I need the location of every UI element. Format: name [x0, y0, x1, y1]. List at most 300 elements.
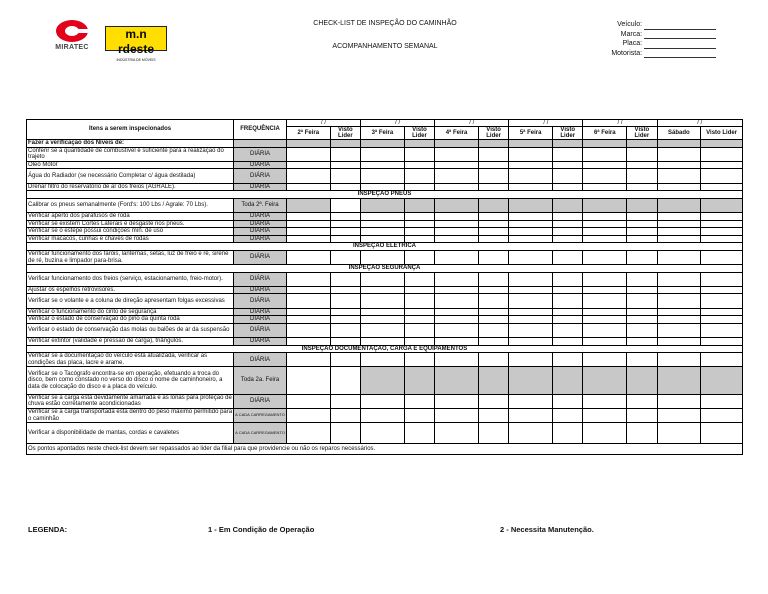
check-cell[interactable]: [552, 294, 582, 308]
check-cell[interactable]: [701, 308, 743, 316]
check-cell[interactable]: [509, 220, 553, 228]
check-cell[interactable]: [478, 169, 508, 183]
check-cell[interactable]: [330, 323, 360, 337]
check-cell[interactable]: [509, 408, 553, 422]
check-cell[interactable]: [404, 316, 434, 324]
check-cell[interactable]: [435, 147, 479, 161]
check-cell[interactable]: [583, 147, 627, 161]
check-cell[interactable]: [478, 294, 508, 308]
check-cell[interactable]: [657, 235, 701, 243]
check-cell[interactable]: [701, 220, 743, 228]
check-cell[interactable]: [435, 323, 479, 337]
check-cell[interactable]: [435, 235, 479, 243]
check-cell[interactable]: [478, 183, 508, 191]
check-cell[interactable]: [361, 161, 405, 169]
document-title: CHECK-LIST DE INSPEÇÃO DO CAMINHÃO: [313, 20, 457, 27]
check-cell[interactable]: [509, 235, 553, 243]
check-cell[interactable]: [657, 423, 701, 444]
check-cell[interactable]: [509, 353, 553, 367]
check-cell[interactable]: [583, 408, 627, 422]
check-cell[interactable]: [701, 408, 743, 422]
check-cell[interactable]: [286, 323, 330, 337]
check-cell[interactable]: [701, 394, 743, 408]
check-cell[interactable]: [701, 169, 743, 183]
check-cell[interactable]: [657, 212, 701, 220]
check-cell[interactable]: [435, 338, 479, 346]
check-cell[interactable]: [435, 228, 479, 236]
check-cell[interactable]: [627, 316, 657, 324]
check-cell[interactable]: [627, 228, 657, 236]
check-cell[interactable]: [552, 408, 582, 422]
check-cell[interactable]: [583, 198, 627, 212]
check-cell[interactable]: [583, 220, 627, 228]
item-description: Verificar aperto dos parafusos de roda: [27, 212, 234, 220]
check-cell[interactable]: [552, 228, 582, 236]
check-cell[interactable]: [701, 198, 743, 212]
check-cell[interactable]: [330, 235, 360, 243]
check-cell[interactable]: [404, 235, 434, 243]
visto-lider-header: Visto Lider: [552, 127, 582, 140]
check-cell[interactable]: [583, 423, 627, 444]
check-cell[interactable]: [509, 308, 553, 316]
check-cell[interactable]: [478, 323, 508, 337]
check-cell[interactable]: [361, 286, 405, 294]
check-cell[interactable]: [361, 394, 405, 408]
check-cell[interactable]: [435, 272, 479, 286]
date-field[interactable]: / /: [583, 120, 657, 127]
check-cell[interactable]: [552, 220, 582, 228]
check-cell[interactable]: [583, 183, 627, 191]
check-cell[interactable]: [478, 161, 508, 169]
check-cell[interactable]: [435, 169, 479, 183]
check-cell[interactable]: [657, 228, 701, 236]
frequency-cell: DIÁRIA: [234, 183, 287, 191]
check-cell[interactable]: [509, 161, 553, 169]
check-cell[interactable]: [552, 394, 582, 408]
check-cell[interactable]: [627, 198, 657, 212]
check-cell[interactable]: [509, 228, 553, 236]
check-cell[interactable]: [657, 169, 701, 183]
check-cell[interactable]: [552, 198, 582, 212]
table-row: [27, 272, 743, 286]
check-cell[interactable]: [509, 316, 553, 324]
check-cell[interactable]: [286, 169, 330, 183]
check-cell[interactable]: [478, 286, 508, 294]
check-cell[interactable]: [701, 228, 743, 236]
check-cell[interactable]: [478, 338, 508, 346]
check-cell[interactable]: [330, 250, 360, 264]
check-cell[interactable]: [583, 323, 627, 337]
day-header: 4ª Feira: [435, 127, 479, 140]
date-field[interactable]: / /: [286, 120, 360, 127]
check-cell[interactable]: [583, 169, 627, 183]
check-cell[interactable]: [286, 198, 330, 212]
check-cell[interactable]: [404, 408, 434, 422]
check-cell[interactable]: [361, 308, 405, 316]
check-cell[interactable]: [509, 272, 553, 286]
check-cell[interactable]: [552, 316, 582, 324]
check-cell[interactable]: [552, 250, 582, 264]
item-description: Ajustar os espelhos retrovisores.: [27, 286, 234, 294]
check-cell[interactable]: [330, 169, 360, 183]
check-cell[interactable]: [657, 250, 701, 264]
date-field[interactable]: / /: [509, 120, 583, 127]
check-cell[interactable]: [701, 147, 743, 161]
check-cell[interactable]: [286, 408, 330, 422]
check-cell[interactable]: [583, 286, 627, 294]
frequency-cell: DIÁRIA: [234, 212, 287, 220]
check-cell[interactable]: [404, 169, 434, 183]
check-cell[interactable]: [627, 286, 657, 294]
check-cell[interactable]: [478, 408, 508, 422]
check-cell[interactable]: [361, 353, 405, 367]
check-cell[interactable]: [404, 228, 434, 236]
check-cell[interactable]: [286, 286, 330, 294]
check-cell[interactable]: [404, 161, 434, 169]
check-cell[interactable]: [330, 147, 360, 161]
check-cell[interactable]: [509, 323, 553, 337]
check-cell[interactable]: [361, 198, 405, 212]
check-cell[interactable]: [330, 183, 360, 191]
check-cell[interactable]: [552, 423, 582, 444]
check-cell[interactable]: [627, 212, 657, 220]
check-cell[interactable]: [361, 294, 405, 308]
item-description: Verificar extintor (validade e pressão de carga), triângulos.: [27, 338, 234, 346]
plate-field[interactable]: [611, 39, 716, 49]
check-cell[interactable]: [552, 169, 582, 183]
check-cell[interactable]: [552, 212, 582, 220]
check-cell[interactable]: [361, 183, 405, 191]
check-cell[interactable]: [627, 220, 657, 228]
check-cell[interactable]: [361, 408, 405, 422]
check-cell[interactable]: [701, 161, 743, 169]
check-cell[interactable]: [361, 272, 405, 286]
check-cell[interactable]: [657, 367, 701, 394]
check-cell[interactable]: [435, 250, 479, 264]
check-cell[interactable]: [404, 294, 434, 308]
check-cell[interactable]: [552, 353, 582, 367]
date-field[interactable]: / /: [657, 120, 742, 127]
check-cell[interactable]: [552, 272, 582, 286]
table-row: [27, 316, 743, 324]
check-cell[interactable]: [435, 394, 479, 408]
check-cell[interactable]: [435, 308, 479, 316]
check-cell[interactable]: [478, 212, 508, 220]
check-cell[interactable]: [657, 294, 701, 308]
table-row: [27, 250, 743, 264]
check-cell[interactable]: [361, 367, 405, 394]
check-cell[interactable]: [404, 147, 434, 161]
day-header: 5ª Feira: [509, 127, 553, 140]
check-cell[interactable]: [404, 308, 434, 316]
check-cell[interactable]: [627, 294, 657, 308]
check-cell[interactable]: [435, 316, 479, 324]
check-cell[interactable]: [361, 323, 405, 337]
check-cell[interactable]: [478, 423, 508, 444]
check-cell[interactable]: [286, 250, 330, 264]
check-cell[interactable]: [509, 394, 553, 408]
check-cell[interactable]: [478, 316, 508, 324]
check-cell[interactable]: [478, 272, 508, 286]
check-cell[interactable]: [404, 220, 434, 228]
check-cell[interactable]: [404, 338, 434, 346]
check-cell[interactable]: [701, 286, 743, 294]
check-cell[interactable]: [552, 308, 582, 316]
frequency-cell: DIÁRIA: [234, 323, 287, 337]
frequency-cell: DIÁRIA: [234, 353, 287, 367]
check-cell[interactable]: [627, 367, 657, 394]
check-cell[interactable]: [657, 353, 701, 367]
check-cell[interactable]: [552, 286, 582, 294]
check-cell[interactable]: [657, 323, 701, 337]
check-cell[interactable]: [627, 235, 657, 243]
check-cell[interactable]: [583, 367, 627, 394]
miratec-logo-text: MIRATEC: [55, 44, 89, 51]
check-cell[interactable]: [657, 147, 701, 161]
plate-field-label: Placa:: [622, 40, 643, 47]
check-cell[interactable]: [435, 161, 479, 169]
check-cell[interactable]: [404, 394, 434, 408]
check-cell[interactable]: [286, 338, 330, 346]
table-row: [27, 161, 743, 169]
check-cell[interactable]: [701, 423, 743, 444]
frequency-cell: Toda 2a. Feira: [234, 367, 287, 394]
check-cell[interactable]: [478, 220, 508, 228]
check-cell[interactable]: [478, 235, 508, 243]
check-cell[interactable]: [286, 183, 330, 191]
check-cell[interactable]: [509, 183, 553, 191]
check-cell[interactable]: [435, 353, 479, 367]
check-cell[interactable]: [478, 367, 508, 394]
check-cell[interactable]: [286, 316, 330, 324]
check-cell[interactable]: [583, 353, 627, 367]
check-cell[interactable]: [701, 338, 743, 346]
check-cell[interactable]: [286, 353, 330, 367]
check-cell[interactable]: [286, 423, 330, 444]
check-cell[interactable]: [509, 212, 553, 220]
check-cell[interactable]: [552, 183, 582, 191]
check-cell[interactable]: [552, 147, 582, 161]
check-cell[interactable]: [657, 394, 701, 408]
check-cell[interactable]: [701, 250, 743, 264]
check-cell[interactable]: [657, 286, 701, 294]
check-cell[interactable]: [627, 323, 657, 337]
check-cell[interactable]: [435, 183, 479, 191]
check-cell[interactable]: [404, 286, 434, 294]
check-cell[interactable]: [657, 308, 701, 316]
check-cell[interactable]: [286, 294, 330, 308]
check-cell[interactable]: [657, 161, 701, 169]
check-cell[interactable]: [330, 338, 360, 346]
check-cell[interactable]: [286, 272, 330, 286]
check-cell[interactable]: [404, 423, 434, 444]
check-cell[interactable]: [509, 367, 553, 394]
check-cell[interactable]: [286, 235, 330, 243]
check-cell[interactable]: [552, 161, 582, 169]
check-cell[interactable]: [478, 308, 508, 316]
check-cell[interactable]: [701, 212, 743, 220]
check-cell[interactable]: [552, 338, 582, 346]
check-cell[interactable]: [361, 228, 405, 236]
check-cell[interactable]: [509, 198, 553, 212]
check-cell[interactable]: [657, 220, 701, 228]
check-cell[interactable]: [657, 198, 701, 212]
check-cell[interactable]: [509, 147, 553, 161]
check-cell[interactable]: [701, 353, 743, 367]
check-cell[interactable]: [435, 408, 479, 422]
check-cell[interactable]: [509, 286, 553, 294]
check-cell[interactable]: [583, 316, 627, 324]
check-cell[interactable]: [478, 198, 508, 212]
vehicle-field[interactable]: [611, 20, 716, 30]
check-cell[interactable]: [404, 367, 434, 394]
check-cell[interactable]: [404, 353, 434, 367]
check-cell[interactable]: [286, 367, 330, 394]
check-cell[interactable]: [435, 286, 479, 294]
check-cell[interactable]: [627, 308, 657, 316]
check-cell[interactable]: [583, 228, 627, 236]
check-cell[interactable]: [627, 394, 657, 408]
check-cell[interactable]: [435, 423, 479, 444]
check-cell[interactable]: [509, 423, 553, 444]
check-cell[interactable]: [404, 250, 434, 264]
frequency-cell: DIÁRIA: [234, 294, 287, 308]
date-field[interactable]: / /: [435, 120, 509, 127]
check-cell[interactable]: [330, 316, 360, 324]
date-field[interactable]: / /: [361, 120, 435, 127]
check-cell[interactable]: [552, 323, 582, 337]
table-row: [27, 345, 743, 353]
check-cell[interactable]: [286, 220, 330, 228]
check-cell[interactable]: [435, 198, 479, 212]
check-cell[interactable]: [330, 294, 360, 308]
check-cell[interactable]: [404, 183, 434, 191]
check-cell[interactable]: [404, 198, 434, 212]
check-cell[interactable]: [330, 220, 360, 228]
check-cell[interactable]: [330, 228, 360, 236]
check-cell[interactable]: [627, 183, 657, 191]
check-cell[interactable]: [552, 367, 582, 394]
check-cell[interactable]: [701, 316, 743, 324]
check-cell[interactable]: [509, 250, 553, 264]
check-cell[interactable]: [701, 183, 743, 191]
check-cell[interactable]: [583, 161, 627, 169]
check-cell[interactable]: [330, 423, 360, 444]
check-cell[interactable]: [657, 272, 701, 286]
check-cell[interactable]: [330, 353, 360, 367]
check-cell[interactable]: [330, 308, 360, 316]
check-cell[interactable]: [627, 272, 657, 286]
table-row: [27, 394, 743, 408]
check-cell[interactable]: [286, 394, 330, 408]
check-cell[interactable]: [627, 423, 657, 444]
check-cell[interactable]: [361, 220, 405, 228]
check-cell[interactable]: [286, 228, 330, 236]
check-cell[interactable]: [330, 408, 360, 422]
check-cell[interactable]: [478, 394, 508, 408]
check-cell[interactable]: [583, 294, 627, 308]
check-cell[interactable]: [361, 423, 405, 444]
check-cell[interactable]: [701, 294, 743, 308]
table-row: [27, 294, 743, 308]
check-cell[interactable]: [361, 338, 405, 346]
check-cell[interactable]: [627, 147, 657, 161]
check-cell[interactable]: [435, 212, 479, 220]
check-cell[interactable]: [330, 161, 360, 169]
check-cell[interactable]: [583, 235, 627, 243]
check-cell[interactable]: [404, 212, 434, 220]
check-cell[interactable]: [330, 198, 360, 212]
check-cell[interactable]: [552, 235, 582, 243]
check-cell[interactable]: [583, 308, 627, 316]
check-cell[interactable]: [583, 250, 627, 264]
check-cell[interactable]: [330, 367, 360, 394]
check-cell[interactable]: [627, 250, 657, 264]
check-cell[interactable]: [509, 338, 553, 346]
check-cell[interactable]: [435, 294, 479, 308]
check-cell[interactable]: [478, 353, 508, 367]
check-cell[interactable]: [478, 250, 508, 264]
check-cell[interactable]: [583, 394, 627, 408]
check-cell[interactable]: [361, 147, 405, 161]
driver-field[interactable]: [611, 49, 716, 59]
check-cell[interactable]: [361, 169, 405, 183]
brand-field[interactable]: [611, 30, 716, 40]
check-cell[interactable]: [509, 169, 553, 183]
check-cell[interactable]: [657, 408, 701, 422]
check-cell[interactable]: [657, 316, 701, 324]
table-row: [27, 308, 743, 316]
check-cell[interactable]: [435, 220, 479, 228]
check-cell[interactable]: [330, 272, 360, 286]
check-cell[interactable]: [509, 294, 553, 308]
check-cell[interactable]: [330, 212, 360, 220]
check-cell[interactable]: [701, 235, 743, 243]
table-row: [27, 228, 743, 236]
check-cell[interactable]: [478, 147, 508, 161]
check-cell[interactable]: [361, 250, 405, 264]
table-row: [27, 265, 743, 273]
check-cell[interactable]: [330, 394, 360, 408]
check-cell[interactable]: [361, 212, 405, 220]
check-cell[interactable]: [330, 286, 360, 294]
check-cell[interactable]: [701, 367, 743, 394]
check-cell[interactable]: [657, 338, 701, 346]
check-cell[interactable]: [627, 161, 657, 169]
check-cell[interactable]: [627, 353, 657, 367]
check-cell[interactable]: [286, 308, 330, 316]
check-cell[interactable]: [286, 212, 330, 220]
check-cell[interactable]: [627, 169, 657, 183]
check-cell[interactable]: [404, 323, 434, 337]
section-title: INSPEÇÃO DOCUMENTAÇÃO, CARGA E EQUIPAMENTOS: [27, 345, 743, 353]
check-cell[interactable]: [361, 316, 405, 324]
check-cell[interactable]: [404, 272, 434, 286]
check-cell[interactable]: [583, 338, 627, 346]
check-cell[interactable]: [435, 367, 479, 394]
check-cell[interactable]: [583, 272, 627, 286]
check-cell[interactable]: [657, 183, 701, 191]
check-cell[interactable]: [478, 228, 508, 236]
check-cell[interactable]: [286, 147, 330, 161]
check-cell[interactable]: [701, 272, 743, 286]
check-cell[interactable]: [701, 323, 743, 337]
check-cell[interactable]: [583, 212, 627, 220]
check-cell[interactable]: [361, 235, 405, 243]
check-cell[interactable]: [627, 338, 657, 346]
check-cell[interactable]: [627, 408, 657, 422]
check-cell[interactable]: [286, 161, 330, 169]
